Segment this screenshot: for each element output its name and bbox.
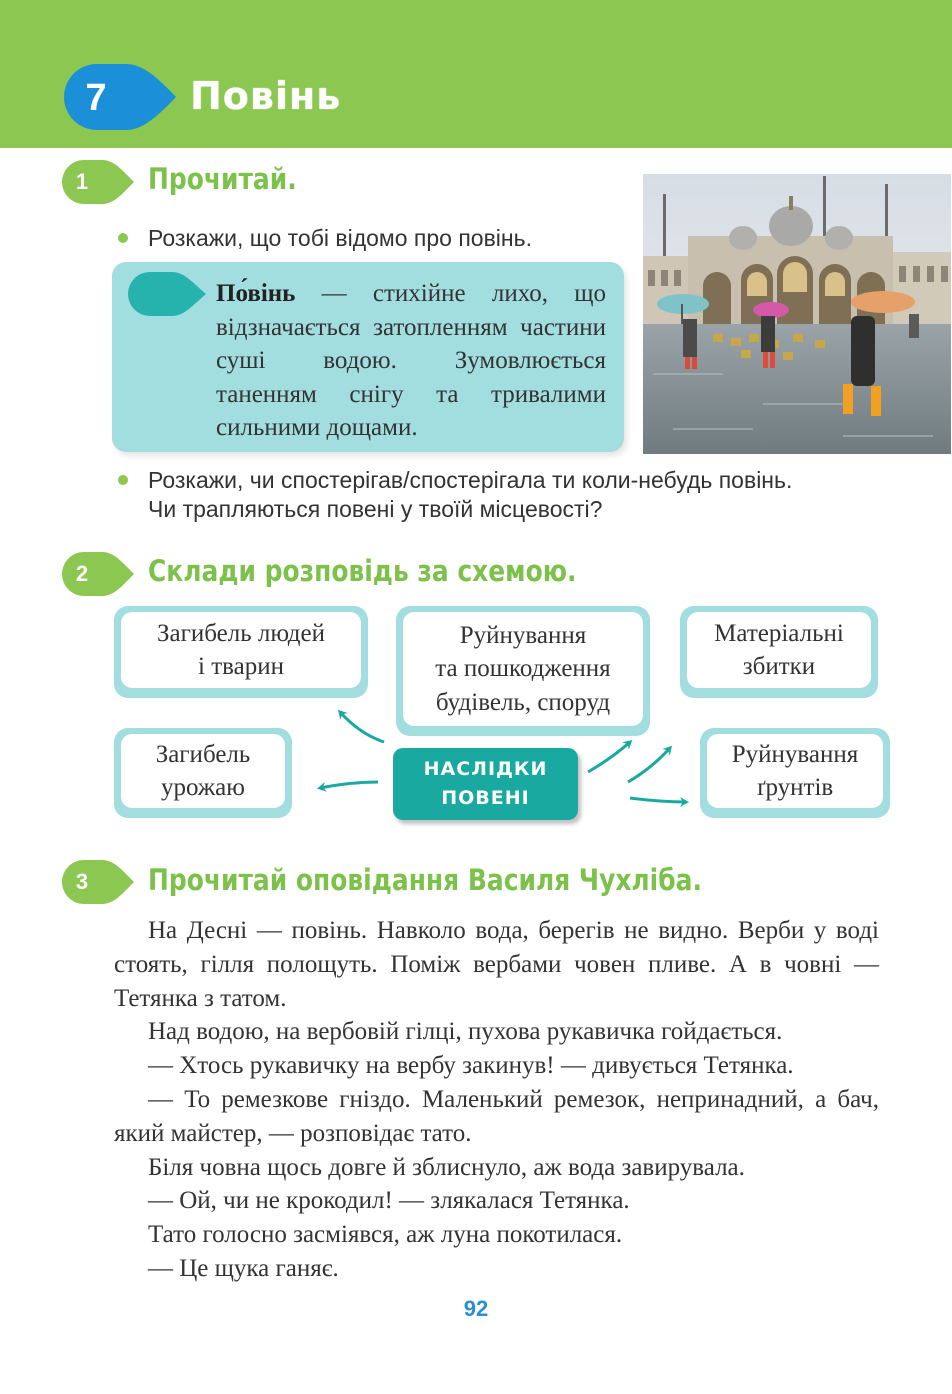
- arrow-to-harvest: [320, 782, 378, 788]
- page-number: 92: [463, 1296, 489, 1321]
- story-paragraph: — То ремезкове гніздо. Маленький ремезок, непринадний, а бач, який майстер, — розповідає тато.: [114, 1085, 879, 1147]
- scheme-line: Руйнування: [731, 740, 859, 768]
- arrow-to-material: [628, 748, 670, 782]
- scheme-line: Руйнування: [459, 621, 587, 649]
- scheme-line: і тварин: [198, 653, 284, 680]
- task-3-number: 3: [75, 869, 89, 894]
- task-2-title: Склади розповідь за схемою.: [148, 554, 577, 588]
- scheme-center-line-1: НАСЛІДКИ: [423, 758, 548, 780]
- story-paragraph: — Ой, чи не крокодил! — злякалася Тетянка.: [148, 1187, 630, 1215]
- scheme-center-line-2: ПОВЕНІ: [441, 787, 530, 809]
- lesson-number: 7: [85, 77, 107, 119]
- story-paragraph: Над водою, на вербовій гілці, пухова рукавичка гойдається.: [148, 1018, 783, 1046]
- story-paragraph: Біля човна щось довге й зблиснуло, аж вода завирувала.: [148, 1153, 745, 1181]
- definition-term: По́вінь: [216, 280, 296, 307]
- task-1-bullet-2-line-1: Розкажи, чи спостерігав/спостерігала ти коли-небудь повінь.: [148, 467, 793, 493]
- arrow-to-buildings: [588, 742, 630, 772]
- scheme-line: збитки: [742, 653, 816, 680]
- scheme-line: ґрунтів: [756, 774, 834, 801]
- lesson-title: Повінь: [190, 74, 342, 118]
- scheme-line: Загибель: [155, 740, 251, 768]
- scheme-line: урожаю: [161, 774, 245, 801]
- arrow-to-people: [340, 712, 384, 742]
- scheme-line: будівель, споруд: [435, 688, 611, 716]
- scheme-line: Загибель людей: [157, 619, 325, 647]
- story-paragraph: Тато голосно засміявся, аж луна покотилася.: [148, 1221, 623, 1249]
- task-1-bullet-2-line-2: Чи трапляються повені у твоїй місцевості?: [148, 496, 603, 522]
- story-paragraph: — Це щука ганяє.: [148, 1254, 339, 1282]
- scheme-line: Матеріальні: [714, 619, 844, 647]
- task-3-title: Прочитай оповідання Василя Чухліба.: [148, 863, 702, 897]
- arrow-to-soil: [630, 798, 686, 802]
- story-text: [114, 914, 879, 1286]
- story-paragraph: — Хтось рукавичку на вербу закинув! — дивується Тетянка.: [148, 1052, 794, 1080]
- scheme-line: та пошкодження: [435, 655, 611, 683]
- task-2-number: 2: [75, 561, 89, 586]
- scheme-center-box: [393, 748, 578, 820]
- story-paragraph: На Десні — повінь. Навколо вода, берегів не видно. Верби у воді стоять, гілля полощуть. Поміж вербами човен пливе. А в човні — Тетянка з татом.: [114, 917, 879, 1012]
- task-1-number: 1: [75, 169, 89, 194]
- task-1-bullet-1: Розкажи, що тобі відомо про повінь.: [148, 225, 532, 251]
- definition-body: — стихійне лихо, що відзначається затопленням частини суші водою. Зумовлюється таненням снігу та тривалими сильними дощами.: [216, 280, 606, 441]
- task-1-title: Прочитай.: [148, 162, 297, 196]
